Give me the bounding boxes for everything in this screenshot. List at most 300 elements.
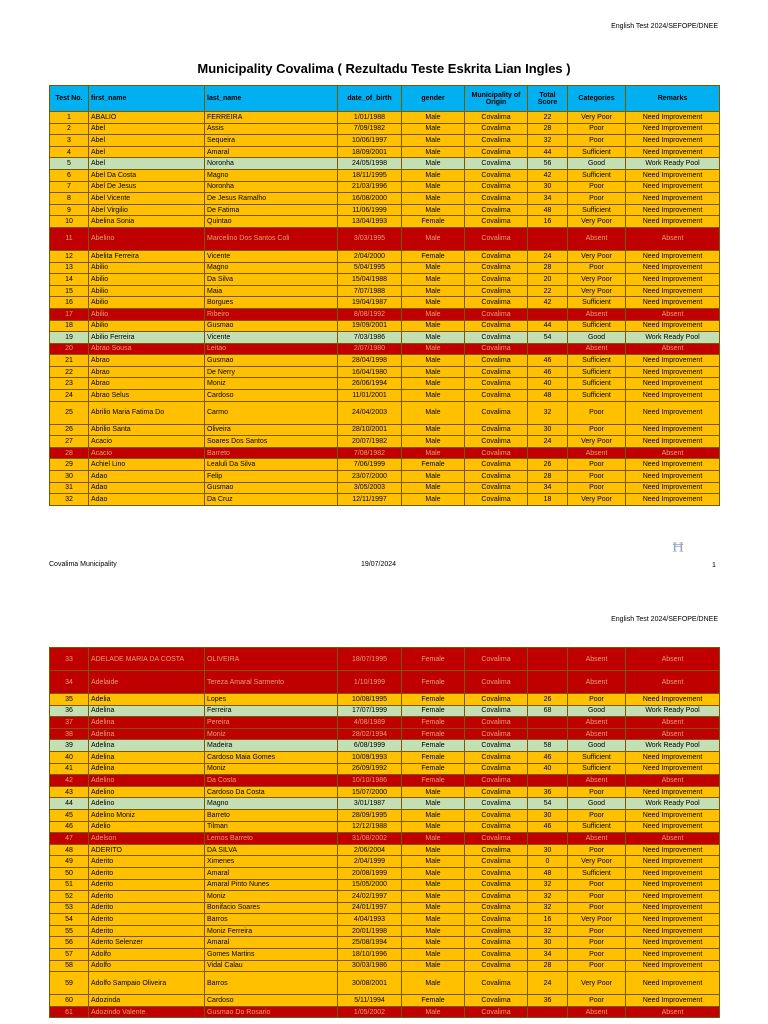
cell-category: Very Poor — [568, 436, 626, 448]
cell-category: Sufficient — [568, 378, 626, 390]
cell-last-name: Amaral Pinto Nunes — [205, 879, 338, 891]
cell-category: Poor — [568, 879, 626, 891]
cell-test-no: 56 — [50, 937, 89, 949]
cell-gender: Male — [402, 355, 465, 367]
cell-gender: Male — [402, 844, 465, 856]
cell-test-no: 5 — [50, 158, 89, 170]
cell-municipality: Covalima — [465, 204, 528, 216]
cell-total-score: 34 — [528, 193, 568, 205]
cell-first-name: ABALIO — [89, 112, 205, 124]
cell-municipality: Covalima — [465, 740, 528, 752]
table-row — [50, 798, 720, 810]
cell-gender: Male — [402, 169, 465, 181]
cell-total-score: 16 — [528, 914, 568, 926]
cell-test-no: 48 — [50, 844, 89, 856]
table-row — [50, 694, 720, 706]
cell-municipality: Covalima — [465, 216, 528, 228]
cell-last-name: Sequeira — [205, 135, 338, 147]
table-row — [50, 740, 720, 752]
cell-remarks: Need Improvement — [626, 809, 720, 821]
cell-category: Absent — [568, 717, 626, 729]
cell-total-score: 32 — [528, 135, 568, 147]
table-row — [50, 169, 720, 181]
cell-test-no: 18 — [50, 320, 89, 332]
cell-total-score: 26 — [528, 459, 568, 471]
cell-test-no: 4 — [50, 146, 89, 158]
cell-date-of-birth: 4/08/1989 — [338, 717, 402, 729]
cell-first-name: Abilio — [89, 274, 205, 286]
cell-first-name: Adelina — [89, 763, 205, 775]
cell-gender: Female — [402, 459, 465, 471]
cell-first-name: Abrao Selus — [89, 390, 205, 402]
table-row — [50, 135, 720, 147]
cell-date-of-birth: 1/05/2002 — [338, 1006, 402, 1018]
cell-total-score: 22 — [528, 112, 568, 124]
cell-category: Poor — [568, 424, 626, 436]
cell-remarks: Need Improvement — [626, 123, 720, 135]
cell-date-of-birth: 8/08/1992 — [338, 308, 402, 320]
cell-gender: Female — [402, 216, 465, 228]
signature: ꟸ — [672, 540, 685, 565]
cell-date-of-birth: 13/04/1993 — [338, 216, 402, 228]
cell-date-of-birth: 12/12/1988 — [338, 821, 402, 833]
cell-date-of-birth: 24/01/1997 — [338, 902, 402, 914]
cell-municipality: Covalima — [465, 181, 528, 193]
cell-gender: Male — [402, 285, 465, 297]
col-test-no: Test No. — [50, 86, 89, 112]
cell-date-of-birth: 19/04/1987 — [338, 297, 402, 309]
results-table-page1 — [49, 85, 720, 506]
cell-date-of-birth: 2/04/1999 — [338, 856, 402, 868]
cell-municipality: Covalima — [465, 366, 528, 378]
cell-test-no: 14 — [50, 274, 89, 286]
cell-municipality: Covalima — [465, 844, 528, 856]
cell-total-score: 18 — [528, 494, 568, 506]
cell-total-score: 32 — [528, 879, 568, 891]
cell-remarks: Need Improvement — [626, 216, 720, 228]
cell-category: Poor — [568, 949, 626, 961]
cell-municipality: Covalima — [465, 378, 528, 390]
results-table-page2 — [49, 647, 720, 1018]
cell-gender: Female — [402, 995, 465, 1007]
cell-gender: Male — [402, 112, 465, 124]
cell-category: Good — [568, 332, 626, 344]
cell-gender: Male — [402, 401, 465, 424]
cell-last-name: De Jesus Ramalho — [205, 193, 338, 205]
cell-municipality: Covalima — [465, 648, 528, 671]
cell-category: Poor — [568, 995, 626, 1007]
cell-gender: Female — [402, 705, 465, 717]
table-row — [50, 833, 720, 845]
cell-date-of-birth: 2/06/2004 — [338, 844, 402, 856]
cell-municipality: Covalima — [465, 705, 528, 717]
cell-gender: Male — [402, 123, 465, 135]
cell-date-of-birth: 24/05/1998 — [338, 158, 402, 170]
cell-municipality: Covalima — [465, 856, 528, 868]
table-row — [50, 763, 720, 775]
cell-total-score: 54 — [528, 798, 568, 810]
cell-date-of-birth: 28/09/1995 — [338, 809, 402, 821]
table-row — [50, 436, 720, 448]
table-row — [50, 809, 720, 821]
cell-category: Very Poor — [568, 856, 626, 868]
col-gender: gender — [402, 86, 465, 112]
cell-gender: Male — [402, 135, 465, 147]
cell-remarks: Absent — [626, 1006, 720, 1018]
cell-gender: Male — [402, 925, 465, 937]
cell-last-name: Gusmao — [205, 355, 338, 367]
cell-first-name: Adelina — [89, 740, 205, 752]
cell-municipality: Covalima — [465, 786, 528, 798]
cell-total-score: 32 — [528, 925, 568, 937]
cell-gender: Male — [402, 972, 465, 995]
cell-total-score — [528, 728, 568, 740]
cell-remarks: Need Improvement — [626, 436, 720, 448]
cell-gender: Male — [402, 821, 465, 833]
cell-last-name: Da Cruz — [205, 494, 338, 506]
cell-remarks: Need Improvement — [626, 146, 720, 158]
cell-category: Poor — [568, 694, 626, 706]
cell-gender: Male — [402, 494, 465, 506]
table-row — [50, 123, 720, 135]
cell-total-score: 20 — [528, 274, 568, 286]
cell-date-of-birth: 6/08/1999 — [338, 740, 402, 752]
cell-gender: Male — [402, 320, 465, 332]
cell-municipality: Covalima — [465, 343, 528, 355]
cell-remarks: Need Improvement — [626, 925, 720, 937]
cell-gender: Male — [402, 960, 465, 972]
cell-gender: Male — [402, 366, 465, 378]
cell-municipality: Covalima — [465, 355, 528, 367]
cell-test-no: 26 — [50, 424, 89, 436]
cell-test-no: 33 — [50, 648, 89, 671]
cell-first-name: Abrao — [89, 378, 205, 390]
cell-category: Absent — [568, 308, 626, 320]
cell-date-of-birth: 15/04/1988 — [338, 274, 402, 286]
cell-last-name: Carmo — [205, 401, 338, 424]
cell-test-no: 59 — [50, 972, 89, 995]
cell-date-of-birth: 3/01/1987 — [338, 798, 402, 810]
cell-first-name: Abelino — [89, 227, 205, 250]
cell-category: Poor — [568, 960, 626, 972]
cell-remarks: Need Improvement — [626, 471, 720, 483]
table-row — [50, 960, 720, 972]
table-row — [50, 308, 720, 320]
cell-first-name: Abilio — [89, 308, 205, 320]
cell-date-of-birth: 24/02/1997 — [338, 891, 402, 903]
cell-last-name: OLIVEIRA — [205, 648, 338, 671]
cell-municipality: Covalima — [465, 798, 528, 810]
table-row — [50, 320, 720, 332]
cell-remarks: Work Ready Pool — [626, 798, 720, 810]
cell-first-name: Abelina Sonia — [89, 216, 205, 228]
cell-remarks: Need Improvement — [626, 390, 720, 402]
table-row — [50, 856, 720, 868]
cell-date-of-birth: 2/07/1980 — [338, 343, 402, 355]
cell-municipality: Covalima — [465, 482, 528, 494]
cell-remarks: Need Improvement — [626, 135, 720, 147]
cell-last-name: Ximenes — [205, 856, 338, 868]
table-row — [50, 844, 720, 856]
cell-total-score: 36 — [528, 786, 568, 798]
cell-last-name: Da Silva — [205, 274, 338, 286]
cell-municipality: Covalima — [465, 146, 528, 158]
cell-category: Sufficient — [568, 821, 626, 833]
cell-total-score — [528, 227, 568, 250]
cell-first-name: Adelina — [89, 751, 205, 763]
cell-remarks: Need Improvement — [626, 285, 720, 297]
table-row — [50, 995, 720, 1007]
cell-first-name: Aderito — [89, 914, 205, 926]
cell-municipality: Covalima — [465, 169, 528, 181]
cell-remarks: Absent — [626, 775, 720, 787]
cell-total-score: 42 — [528, 169, 568, 181]
cell-category: Absent — [568, 728, 626, 740]
cell-remarks: Need Improvement — [626, 902, 720, 914]
table-row — [50, 914, 720, 926]
cell-test-no: 41 — [50, 763, 89, 775]
table-row — [50, 471, 720, 483]
table-row — [50, 355, 720, 367]
cell-category: Absent — [568, 447, 626, 459]
table-row — [50, 902, 720, 914]
cell-test-no: 19 — [50, 332, 89, 344]
cell-test-no: 28 — [50, 447, 89, 459]
cell-total-score — [528, 343, 568, 355]
cell-test-no: 36 — [50, 705, 89, 717]
cell-total-score: 48 — [528, 390, 568, 402]
cell-municipality: Covalima — [465, 250, 528, 262]
cell-first-name: Adelino — [89, 775, 205, 787]
cell-test-no: 24 — [50, 390, 89, 402]
cell-remarks: Need Improvement — [626, 972, 720, 995]
cell-gender: Male — [402, 297, 465, 309]
cell-last-name: Madeira — [205, 740, 338, 752]
cell-total-score — [528, 447, 568, 459]
cell-remarks: Need Improvement — [626, 250, 720, 262]
cell-test-no: 52 — [50, 891, 89, 903]
cell-total-score: 34 — [528, 482, 568, 494]
cell-municipality: Covalima — [465, 297, 528, 309]
cell-total-score — [528, 1006, 568, 1018]
cell-first-name: Abrao — [89, 355, 205, 367]
table-row — [50, 1006, 720, 1018]
cell-last-name: Magno — [205, 169, 338, 181]
cell-test-no: 43 — [50, 786, 89, 798]
cell-gender: Female — [402, 751, 465, 763]
table-row — [50, 401, 720, 424]
table-row — [50, 671, 720, 694]
table-row — [50, 181, 720, 193]
cell-first-name: Abilio Ferreira — [89, 332, 205, 344]
cell-municipality: Covalima — [465, 262, 528, 274]
cell-remarks: Need Improvement — [626, 320, 720, 332]
cell-total-score — [528, 775, 568, 787]
cell-municipality: Covalima — [465, 763, 528, 775]
cell-first-name: Abilio — [89, 262, 205, 274]
cell-total-score: 46 — [528, 821, 568, 833]
cell-remarks: Need Improvement — [626, 694, 720, 706]
cell-last-name: Cardoso Da Costa — [205, 786, 338, 798]
cell-test-no: 25 — [50, 401, 89, 424]
cell-date-of-birth: 2/04/2000 — [338, 250, 402, 262]
cell-date-of-birth: 12/11/1997 — [338, 494, 402, 506]
cell-category: Poor — [568, 902, 626, 914]
cell-date-of-birth: 31/08/2002 — [338, 833, 402, 845]
cell-last-name: Noronha — [205, 158, 338, 170]
cell-remarks: Need Improvement — [626, 378, 720, 390]
cell-first-name: Adao — [89, 494, 205, 506]
cell-first-name: Abel — [89, 158, 205, 170]
cell-test-no: 27 — [50, 436, 89, 448]
cell-gender: Male — [402, 786, 465, 798]
cell-gender: Female — [402, 775, 465, 787]
cell-first-name: Achiel Lino — [89, 459, 205, 471]
cell-date-of-birth: 28/02/1994 — [338, 728, 402, 740]
cell-last-name: Moniz — [205, 378, 338, 390]
cell-remarks: Need Improvement — [626, 763, 720, 775]
cell-category: Sufficient — [568, 390, 626, 402]
table-row — [50, 482, 720, 494]
table-row — [50, 112, 720, 124]
cell-category: Absent — [568, 671, 626, 694]
cell-test-no: 39 — [50, 740, 89, 752]
cell-first-name: Adelson — [89, 833, 205, 845]
cell-total-score: 28 — [528, 471, 568, 483]
table-row — [50, 775, 720, 787]
cell-category: Very Poor — [568, 494, 626, 506]
table-row — [50, 297, 720, 309]
cell-category: Poor — [568, 193, 626, 205]
cell-gender: Male — [402, 343, 465, 355]
cell-category: Poor — [568, 925, 626, 937]
cell-remarks: Need Improvement — [626, 112, 720, 124]
cell-remarks: Need Improvement — [626, 494, 720, 506]
cell-municipality: Covalima — [465, 158, 528, 170]
cell-category: Poor — [568, 135, 626, 147]
cell-municipality: Covalima — [465, 751, 528, 763]
cell-category: Poor — [568, 459, 626, 471]
cell-last-name: Amaral — [205, 937, 338, 949]
cell-municipality: Covalima — [465, 193, 528, 205]
cell-date-of-birth: 28/04/1998 — [338, 355, 402, 367]
cell-municipality: Covalima — [465, 717, 528, 729]
cell-date-of-birth: 11/06/1999 — [338, 204, 402, 216]
cell-first-name: Abel De Jesus — [89, 181, 205, 193]
cell-date-of-birth: 10/10/1986 — [338, 775, 402, 787]
cell-municipality: Covalima — [465, 914, 528, 926]
cell-test-no: 31 — [50, 482, 89, 494]
cell-remarks: Need Improvement — [626, 867, 720, 879]
cell-gender: Male — [402, 308, 465, 320]
cell-gender: Male — [402, 193, 465, 205]
cell-remarks: Need Improvement — [626, 262, 720, 274]
table-row — [50, 751, 720, 763]
cell-last-name: Tilman — [205, 821, 338, 833]
cell-test-no: 17 — [50, 308, 89, 320]
cell-last-name: Vicente — [205, 332, 338, 344]
cell-gender: Male — [402, 879, 465, 891]
cell-last-name: Lealuli Da Silva — [205, 459, 338, 471]
cell-gender: Male — [402, 856, 465, 868]
cell-remarks: Need Improvement — [626, 821, 720, 833]
cell-test-no: 12 — [50, 250, 89, 262]
cell-last-name: Cardoso Maia Gomes — [205, 751, 338, 763]
cell-category: Sufficient — [568, 204, 626, 216]
cell-last-name: De Fatima — [205, 204, 338, 216]
table-row — [50, 378, 720, 390]
cell-remarks: Absent — [626, 833, 720, 845]
cell-first-name: ADERITO — [89, 844, 205, 856]
cell-gender: Male — [402, 204, 465, 216]
cell-total-score — [528, 648, 568, 671]
cell-remarks: Absent — [626, 447, 720, 459]
col-last-name: last_name — [205, 86, 338, 112]
cell-total-score — [528, 833, 568, 845]
table-row — [50, 158, 720, 170]
cell-category: Sufficient — [568, 366, 626, 378]
cell-last-name: Oliveira — [205, 424, 338, 436]
cell-test-no: 10 — [50, 216, 89, 228]
cell-date-of-birth: 15/05/2000 — [338, 879, 402, 891]
cell-total-score: 42 — [528, 297, 568, 309]
cell-last-name: Noronha — [205, 181, 338, 193]
cell-municipality: Covalima — [465, 995, 528, 1007]
cell-category: Good — [568, 798, 626, 810]
cell-date-of-birth: 19/09/2001 — [338, 320, 402, 332]
cell-remarks: Need Improvement — [626, 995, 720, 1007]
cell-total-score: 30 — [528, 809, 568, 821]
page-title: Municipality Covalima ( Rezultadu Teste Eskrita Lian Ingles ) — [197, 61, 571, 76]
cell-gender: Male — [402, 798, 465, 810]
cell-category: Poor — [568, 891, 626, 903]
cell-gender: Male — [402, 378, 465, 390]
cell-gender: Male — [402, 949, 465, 961]
cell-category: Absent — [568, 775, 626, 787]
cell-first-name: Adao — [89, 482, 205, 494]
cell-last-name: Assis — [205, 123, 338, 135]
cell-total-score: 0 — [528, 856, 568, 868]
cell-test-no: 40 — [50, 751, 89, 763]
cell-last-name: Marcelino Dos Santos Coli — [205, 227, 338, 250]
table-row — [50, 274, 720, 286]
cell-total-score: 46 — [528, 366, 568, 378]
cell-total-score: 28 — [528, 960, 568, 972]
cell-test-no: 21 — [50, 355, 89, 367]
table-body-page2 — [50, 648, 720, 1018]
cell-municipality: Covalima — [465, 671, 528, 694]
cell-remarks: Need Improvement — [626, 879, 720, 891]
cell-date-of-birth: 21/03/1996 — [338, 181, 402, 193]
cell-test-no: 22 — [50, 366, 89, 378]
cell-municipality: Covalima — [465, 494, 528, 506]
cell-date-of-birth: 25/08/1994 — [338, 937, 402, 949]
cell-total-score: 24 — [528, 436, 568, 448]
cell-remarks: Need Improvement — [626, 297, 720, 309]
cell-last-name: Magno — [205, 798, 338, 810]
cell-first-name: Adao — [89, 471, 205, 483]
table-row — [50, 648, 720, 671]
cell-category: Poor — [568, 482, 626, 494]
cell-category: Sufficient — [568, 355, 626, 367]
cell-category: Poor — [568, 844, 626, 856]
cell-remarks: Work Ready Pool — [626, 158, 720, 170]
cell-first-name: Abel Virgilio — [89, 204, 205, 216]
cell-gender: Male — [402, 1006, 465, 1018]
cell-gender: Female — [402, 671, 465, 694]
cell-date-of-birth: 11/01/2001 — [338, 390, 402, 402]
cell-test-no: 3 — [50, 135, 89, 147]
